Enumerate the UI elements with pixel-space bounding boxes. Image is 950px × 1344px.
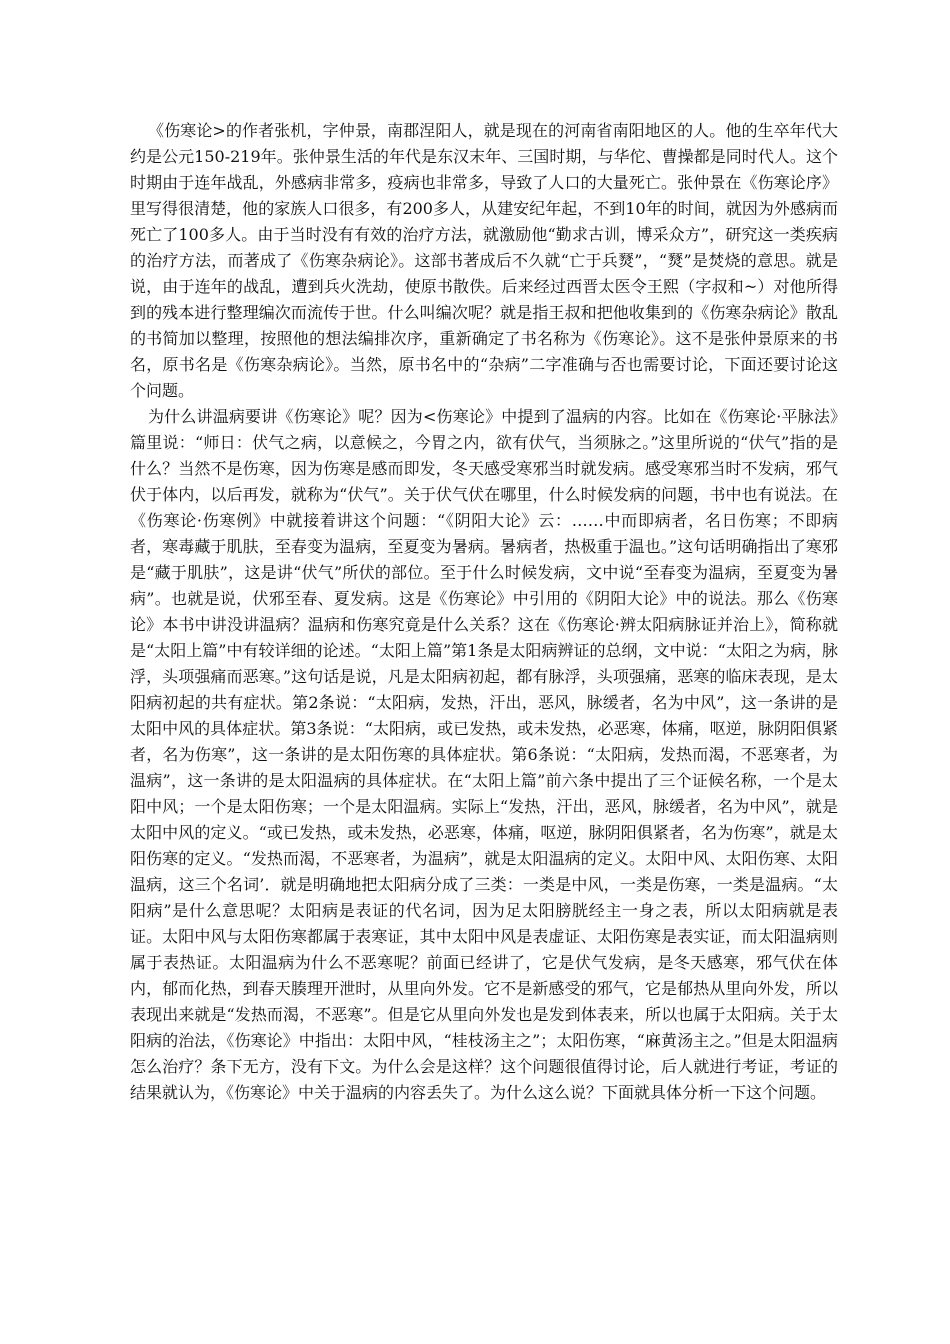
paragraph-author-background: 《伤寒论>的作者张机，字仲景，南郡涅阳人，就是现在的河南省南阳地区的人。他的生卒年代大约是公元150-219年。张仲景生活的年代是东汉末年、三国时期，与华佗、曹操都是同时代人。这个时期由于连年战乱，外感病非常多，疫病也非常多，导致了人口的大量死亡。张仲景在《伤寒论序》里写得很清楚，他的家族人口很多，有200多人，从建安纪年起，不到10年的时间，就因为外感病而死亡了100多人。由于当时没有有效的治疗方法，就激励他“勤求古训，博采众方”，研究这一类疾病的治疗方法，而著成了《伤寒杂病论》。这部书著成后不久就“亡于兵燹”，“燹”是焚烧的意思。就是说，由于连年的战乱，遭到兵火洗劫，使原书散佚。后来经过西晋太医令王熙（字叔和~）对他所得到的残本进行整理编次而流传于世。什么叫编次呢？就是指王叔和把他收集到的《伤寒杂病论》散乱的书简加以整理，按照他的想法编排次序，重新确定了书名称为《伤寒论》。这不是张仲景原来的书名，原书名是《伤寒杂病论》。当然，原书名中的“杂病”二字准确与否也需要讨论，下面还要讨论这个问题。: [130, 121, 838, 400]
paragraph-wenbing-shanghan: 为什么讲温病要讲《伤寒论》呢？因为<伤寒论》中提到了温病的内容。比如在《伤寒论·平脉法》篇里说：“师日：伏气之病，以意候之，今胃之内，欲有伏气，当须脉之。”这里所说的“伏气”指的是什么？当然不是伤寒，因为伤寒是感而即发，冬天感受寒邪当时就发病。感受寒邪当时不发病，邪气伏于体内，以后再发，就称为“伏气”。关于伏气伏在哪里，什么时候发病的问题，书中也有说法。在《伤寒论·伤寒例》中就接着讲这个问题：“《阴阳大论》云：……中而即病者，名日伤寒；不即病者，寒毒藏于肌肤，至春变为温病，至夏变为暑病。暑病者，热极重于温也。”这句话明确指出了寒邪是“藏于肌肤”，这是讲“伏气”所伏的部位。至于什么时候发病，文中说“至春变为温病，至夏变为暑病”。也就是说，伏邪至春、夏发病。这是《伤寒论》中引用的《阴阳大论》中的说法。那么《伤寒论》本书中讲没讲温病？温病和伤寒究竟是什么关系？这在《伤寒论·辨太阳病脉证并治上》，简称就是“太阳上篇”中有较详细的论述。“太阳上篇”第1条是太阳病辨证的总纲，文中说：“太阳之为病，脉浮，头项强痛而恶寒。”这句话是说，凡是太阳病初起，都有脉浮，头项强痛，恶寒的临床表现，是太阳病初起的共有症状。第2条说：“太阳病，发热，汗出，恶风，脉缓者，名为中风”，这一条讲的是太阳中风的具体症状。第3条说：“太阳病，或已发热，或未发热，必恶寒，体痛，呕逆，脉阴阳俱紧者，名为伤寒”，这一条讲的是太阳伤寒的具体症状。第6条说：“太阳病，发热而渴，不恶寒者，为温病”，这一条讲的是太阳温病的具体症状。在“太阳上篇”前六条中提出了三个证候名称，一个是太阳中风；一个是太阳伤寒；一个是太阳温病。实际上“发热，汗出，恶风，脉缓者，名为中风”，就是太阳中风的定义。“或已发热，或未发热，必恶寒，体痛，呕逆，脉阴阳俱紧者，名为伤寒”，就是太阳伤寒的定义。“发热而渴，不恶寒者，为温病”，就是太阳温病的定义。太阳中风、太阳伤寒、太阳温病，这三个名词’．就是明确地把太阳病分成了三类：一类是中风，一类是伤寒，一类是温病。“太阳病”是什么意思呢？太阳病是表证的代名词，因为足太阳膀胱经主一身之表，所以太阳病就是表证。太阳中风与太阳伤寒都属于表寒证，其中太阳中风是表虚证、太阳伤寒是表实证，而太阳温病则属于表热证。太阳温病为什么不恶寒呢？前面已经讲了，它是伏气发病，是冬天感寒，邪气伏在体内，郁而化热，到春天腠理开泄时，从里向外发。它不是新感受的邪气，它是郁热从里向外发，所以表现出来就是“发热而渴，不恶寒”。但是它从里向外发也是发到体表来，所以也属于太阳病。关于太阳病的治法，《伤寒论》中指出：太阳中风，“桂枝汤主之”；太阳伤寒，“麻黄汤主之。”但是太阳温病怎么治疗？条下无方，没有下文。为什么会是这样？这个问题很值得讨论，后人就进行考证，考证的结果就认为，《伤寒论》中关于温病的内容丢失了。为什么这么说？下面就具体分析一下这个问题。: [130, 407, 838, 1102]
document-page: [130, 118, 838, 1106]
